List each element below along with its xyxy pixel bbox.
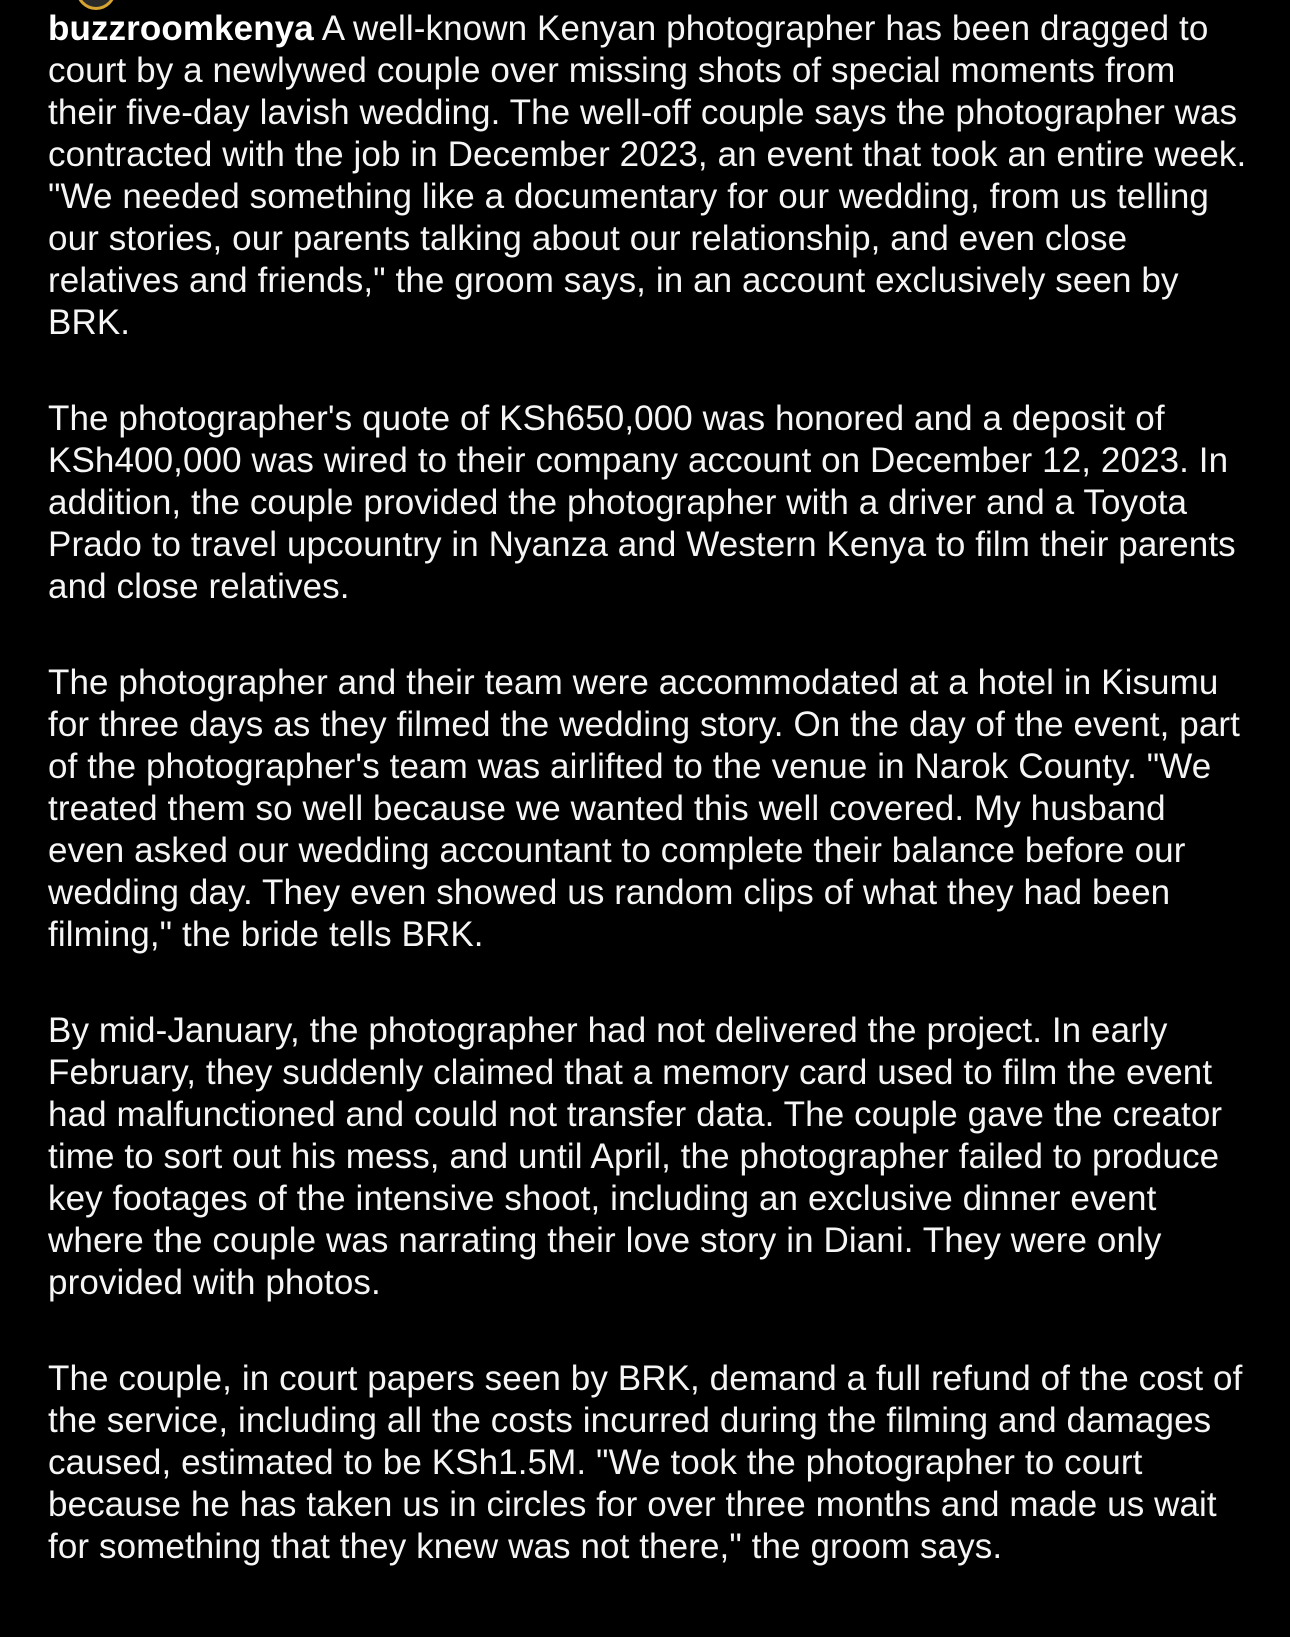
post-caption	[48, 8, 1248, 1568]
caption-paragraph-3: The photographer and their team were accommodated at a hotel in Kisumu for three days as they filmed the wedding story. On the day of the event, part of the photographer's team was airlifted to the venue in Narok County. "We treated them so well because we wanted this well covered. My husband even asked our wedding accountant to complete their balance before our wedding day. They even showed us random clips of what they had been filming," the bride tells BRK.	[48, 663, 1240, 954]
caption-paragraph-4: By mid-January, the photographer had not delivered the project. In early February, they suddenly claimed that a memory card used to film the event had malfunctioned and could not transfer data. The couple gave the creator time to sort out his mess, and until April, the photographer failed to produce key footages of the intensive shoot, including an exclusive dinner event where the couple was narrating their love story in Diani. They were only provided with photos.	[48, 1011, 1223, 1302]
caption-paragraph-2: The photographer's quote of KSh650,000 was honored and a deposit of KSh400,000 was wired to their company account on December 12, 2023. In addition, the couple provided the photographer with a driver and a Toyota Prado to travel upcountry in Nyanza and Western Kenya to film their parents and close relatives.	[48, 399, 1236, 606]
username-link[interactable]: buzzroomkenya	[48, 9, 314, 48]
caption-text: A well-known Kenyan photographer has been dragged to court by a newlywed couple over missing shots of special moments from their five-day lavish wedding. The well-off couple says the photographer was contracted with the job in December 2023, an event that took an entire week. "We needed something like a documentary for our wedding, from us telling our stories, our parents talking about our relationship, and even close relatives and friends," the groom says, in an account exclusively seen by BRK.	[48, 9, 1247, 342]
caption-paragraph-5: The couple, in court papers seen by BRK, demand a full refund of the cost of the service, including all the costs incurred during the filming and damages caused, estimated to be KSh1.5M. "We took the photographer to court because he has taken us in circles for over three months and made us wait for something that they knew was not there," the groom says.	[48, 1359, 1243, 1566]
caption-paragraph-1	[48, 8, 1248, 344]
